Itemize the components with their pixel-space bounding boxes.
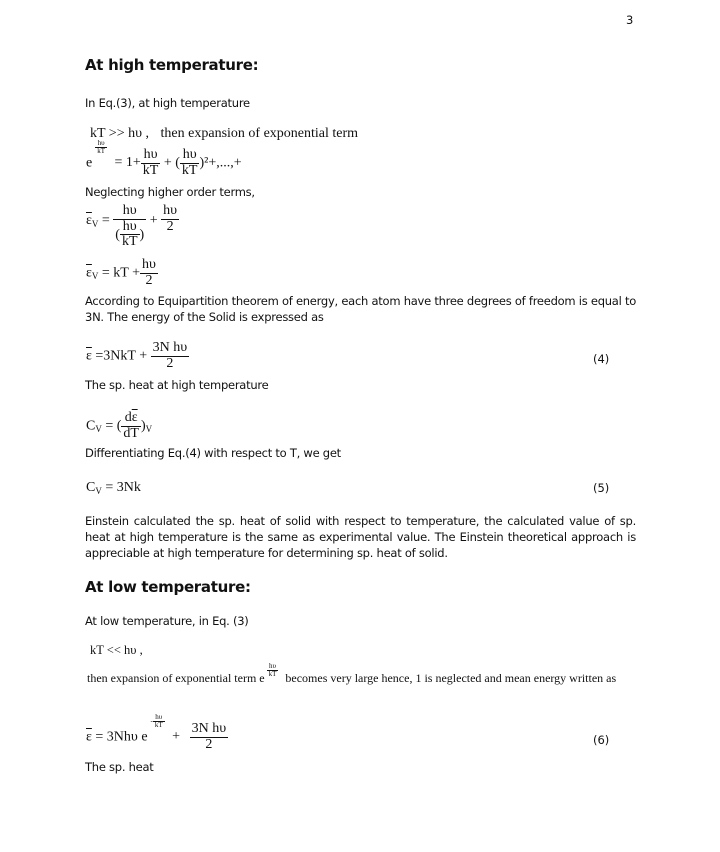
term2-numerator: hυ — [180, 148, 200, 164]
cv-symbol: C — [86, 480, 96, 495]
exp-denominator: kT — [154, 721, 163, 729]
expansion-text-pre: then expansion of exponential term — [87, 671, 257, 685]
equation-number-4: (4) — [593, 352, 610, 366]
inner-numerator: hυ — [120, 220, 140, 236]
exp-denominator: kT — [268, 670, 277, 678]
term1-denominator: kT — [142, 162, 159, 178]
epsilon-bar: $\overline{\varepsilon}$ — [131, 410, 138, 425]
epsilon-bar: $\overline{\varepsilon}$ — [86, 265, 92, 281]
exp-numerator: hυ — [267, 663, 279, 671]
condition-tail: then expansion of exponential term — [160, 126, 359, 141]
plus-open-paren: + ( — [163, 155, 180, 171]
sp-heat-high-text: The sp. heat at high temperature — [85, 378, 269, 392]
epsilon-bar: $\overline{\varepsilon}$ — [86, 213, 92, 228]
exp-base: e — [259, 671, 265, 685]
exp-numerator: hυ — [153, 714, 165, 722]
equals-one-plus: = 1+ — [114, 155, 141, 171]
rhs-3nk: = 3Nk — [105, 480, 141, 495]
series-tail: )²+,...,+ — [199, 155, 242, 171]
rhs-kt-plus: = kT + — [101, 265, 140, 281]
subscript-v: V — [95, 424, 102, 435]
equation-5 — [86, 480, 141, 496]
open-paren: ( — [115, 227, 120, 243]
equation-cv-definition — [86, 411, 152, 441]
subscript-v: V — [91, 219, 99, 229]
subscript-v: V — [145, 424, 153, 435]
intro-low: At low temperature, in Eq. (3) — [85, 614, 249, 628]
equation-number-5: (5) — [593, 481, 610, 495]
exp-numerator: hυ — [95, 140, 107, 148]
minus-sign: - — [150, 717, 153, 726]
plus: + — [149, 213, 158, 228]
epsilon-bar: $\overline{\varepsilon}$ — [86, 729, 92, 745]
equation-4 — [86, 341, 189, 371]
term2-denominator: kT — [181, 162, 198, 178]
close-paren: ) — [140, 418, 146, 434]
equals-open: = ( — [105, 418, 122, 434]
neglect-text: Neglecting higher order terms, — [85, 185, 255, 199]
exp-base: e — [86, 155, 93, 171]
equipartition-paragraph: According to Equipartition theorem of energy, each atom have three degrees of freedom is equal to 3N. The energy of the Solid is expressed as — [85, 294, 636, 324]
inner-denominator: kT — [121, 234, 138, 250]
plus: + — [172, 729, 181, 745]
differentiating-text: Differentiating Eq.(4) with respect to T, we get — [85, 446, 341, 460]
equation-mean-energy-1 — [86, 204, 179, 250]
equation-6 — [86, 713, 228, 752]
heading-high-temperature: At high temperature: — [85, 56, 259, 74]
sp-heat-low-text: The sp. heat — [85, 760, 154, 774]
rhs-3nhv-e: = 3Nhυ e — [95, 729, 148, 745]
condition-text: kT >> hυ , — [90, 126, 150, 141]
denominator: 2 — [166, 355, 174, 371]
denominator-dt: dT — [123, 425, 139, 441]
term2-denominator: 2 — [166, 218, 174, 234]
term2-numerator: hυ — [163, 203, 178, 218]
intro-high: In Eq.(3), at high temperature — [85, 96, 250, 110]
equals: = — [101, 213, 110, 228]
condition-high — [90, 126, 358, 142]
close-paren: ) — [139, 227, 145, 243]
term1-numerator: hυ — [141, 148, 161, 164]
denominator: 2 — [205, 736, 213, 752]
expansion-text-post: becomes very large hence, 1 is neglected and mean energy written as — [285, 671, 617, 685]
numerator: 3N hυ — [152, 340, 188, 355]
einstein-paragraph: Einstein calculated the sp. heat of solid with respect to temperature, the calculated value of sp. heat at high temperature is the same as experimental value. The Einstein theoretical approach is appreciable at high temperature for determining sp. heat of solid. — [85, 514, 636, 560]
d-symbol: d — [124, 410, 132, 425]
rhs-3nkt-plus: =3NkT + — [95, 348, 148, 364]
numerator-hv: hυ — [113, 204, 146, 220]
numerator: hυ — [141, 257, 156, 272]
equation-number-6: (6) — [593, 733, 610, 747]
heading-low-temperature: At low temperature: — [85, 578, 251, 596]
cv-symbol: C — [86, 418, 96, 434]
condition-low: kT << hυ , — [90, 643, 143, 657]
exp-denominator: kT — [97, 147, 105, 155]
epsilon-bar: $\overline{\varepsilon}$ — [86, 348, 92, 364]
numerator: 3N hυ — [191, 721, 227, 736]
equation-mean-energy-2 — [86, 258, 158, 288]
subscript-v: V — [91, 271, 99, 282]
subscript-v: V — [95, 486, 102, 496]
denominator: 2 — [145, 272, 153, 288]
page-number: 3 — [626, 13, 634, 27]
